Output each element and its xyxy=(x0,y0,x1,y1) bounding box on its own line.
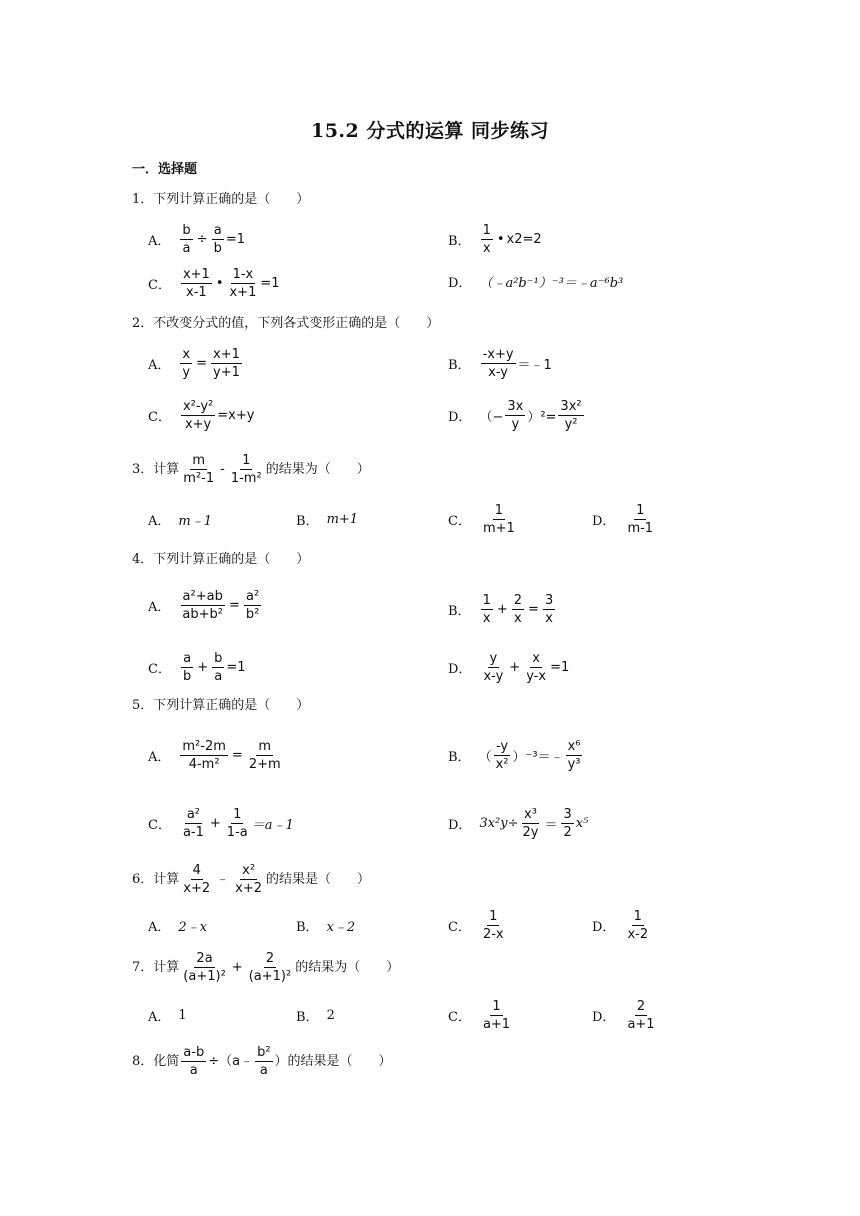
fraction: $\frac{\text{a²}}{a-1}$ xyxy=(182,807,204,840)
option-label: C． xyxy=(448,920,471,935)
fraction: $\frac{2}{\text{(a+1)²}}$ xyxy=(248,951,292,984)
fraction: $\frac{\text{b²}}{a}$ xyxy=(257,1045,271,1078)
q7-option-d[interactable] xyxy=(592,998,659,1033)
q1-option-b[interactable]: B． $\frac{1}{x}$ • x 2 =2 xyxy=(448,223,542,256)
fraction: $\frac{x}{y-x}$ xyxy=(526,651,547,684)
fraction: $\frac{4}{x+2}$ xyxy=(183,863,211,896)
q7-option-b[interactable]: B． 2 xyxy=(296,1008,335,1025)
question-2: 2．不改变分式的值，下列各式变形正确的是（ ） xyxy=(132,316,440,331)
fraction: $\frac{a-b}{a}$ xyxy=(183,1045,205,1078)
fraction: $\frac{a}{b}$ xyxy=(182,651,192,684)
fraction: $\frac{\text{3x²}}{\text{y²}}$ xyxy=(560,399,582,432)
q5-option-c[interactable]: C． $\frac{\text{a²}}{a-1}$ + $\frac{1}{1-a}$ ＝a﹣1 xyxy=(148,807,294,840)
option-label: D． xyxy=(448,410,472,425)
option-label: D． xyxy=(448,818,472,833)
option-label: A． xyxy=(148,750,171,765)
q2-option-b[interactable]: B． $\frac{-x+y}{x-y}$ ＝﹣1 xyxy=(448,347,552,380)
q3-option-a[interactable]: A． m﹣1 xyxy=(148,510,212,529)
q4-option-c[interactable]: C． $\frac{a}{b}$ + $\frac{b}{a}$ =1 xyxy=(148,651,246,684)
section-heading: 一．选择题 xyxy=(132,162,198,177)
fraction: $\frac{\text{m²-2m}}{\text{4-m²}}$ xyxy=(182,739,226,772)
fraction: $\frac{1}{x}$ xyxy=(482,593,491,626)
question-stem: 下列计算正确的是（ ） xyxy=(153,192,310,207)
q6-option-a[interactable]: A． 2﹣x xyxy=(148,916,207,935)
question-7: 7． 计算 $\frac{2a}{\text{(a+1)²}}$ + $\frac{2}{\text{(a+1)²}}$ 的结果为（ ） xyxy=(132,951,400,984)
option-label: B． xyxy=(448,750,471,765)
expression: （﹣a²b⁻¹）⁻³＝﹣a⁻⁶b³ xyxy=(479,276,624,291)
q5-option-d[interactable]: D． 3x²y÷ $\frac{\text{x³}}{2y}$ ＝ $\frac{3}{2}$ x⁵ xyxy=(448,807,589,840)
fraction: $\frac{\text{x²}}{x+2}$ xyxy=(235,863,263,896)
option-label: C． xyxy=(148,278,171,293)
fraction: $\frac{1}{x}$ xyxy=(482,223,491,256)
option-label: B． xyxy=(448,358,471,373)
q5-option-b[interactable]: B． （ $\frac{-y}{\text{x²}}$ ）⁻³＝﹣ $\frac{\text{x⁶}}{\text{y³}}$ xyxy=(448,739,581,772)
option-label: C． xyxy=(448,1010,471,1025)
q7-option-c[interactable] xyxy=(448,998,514,1033)
option-label: A． xyxy=(148,358,171,373)
option-label: D． xyxy=(448,662,472,677)
page-title: 15.2 分式的运算 同步练习 xyxy=(310,120,549,142)
fraction: $\frac{x}{y}$ xyxy=(182,347,191,380)
option-label: A． xyxy=(148,920,171,935)
fraction: $\frac{2a}{\text{(a+1)²}}$ xyxy=(183,951,226,984)
fraction: $\frac{-y}{\text{x²}}$ xyxy=(495,739,509,772)
fraction: $\frac{\text{x³}}{2y}$ xyxy=(522,807,539,840)
option-label: B． xyxy=(448,234,471,249)
q6-option-d[interactable] xyxy=(592,908,652,943)
q5-option-a[interactable]: A． $\frac{\text{m²-2m}}{\text{4-m²}}$ = $\frac{m}{2+m}$ xyxy=(148,739,281,772)
option-label: A． xyxy=(148,1010,171,1025)
option-label: C． xyxy=(148,410,171,425)
option-label: A． xyxy=(148,234,171,249)
q1-option-d[interactable] xyxy=(448,272,623,291)
fraction: $\frac{x+1}{y+1}$ xyxy=(213,347,240,380)
fraction: $\frac{m}{2+m}$ xyxy=(248,739,281,772)
question-1 xyxy=(132,190,309,210)
fraction: $\frac{3}{x}$ xyxy=(544,593,554,626)
option-label: C． xyxy=(148,818,171,833)
option-label: D． xyxy=(448,276,472,291)
q2-option-a[interactable]: A． $\frac{x}{y}$ = $\frac{x+1}{y+1}$ xyxy=(148,347,240,380)
q3-option-c[interactable] xyxy=(448,502,519,537)
q7-option-a[interactable]: A． 1 xyxy=(148,1008,187,1025)
q4-option-d[interactable]: D． $\frac{y}{x-y}$ + $\frac{x}{y-x}$ =1 xyxy=(448,651,570,684)
fraction: $\frac{1}{1-a}$ xyxy=(226,807,248,840)
fraction: $\frac{b}{a}$ xyxy=(182,223,191,256)
question-5: 5．下列计算正确的是（ ） xyxy=(132,698,310,713)
fraction: $\frac{1}{m-1}$ xyxy=(627,503,654,536)
option-label: B． xyxy=(296,514,319,529)
fraction: $\frac{\text{x⁶}}{\text{y³}}$ xyxy=(567,739,581,772)
option-label: A． xyxy=(148,600,171,615)
fraction: $\frac{1}{a+1}$ xyxy=(482,999,511,1032)
fraction: $\frac{b}{a}$ xyxy=(214,651,223,684)
fraction: $\frac{1}{2-x}$ xyxy=(482,909,504,942)
option-label: C． xyxy=(448,514,471,529)
question-6: 6． 计算 $\frac{4}{x+2}$ ﹣ $\frac{\text{x²}}{x+2}$ 的结果是（ ） xyxy=(132,863,371,896)
q6-option-b[interactable]: B． x﹣2 xyxy=(296,916,355,935)
fraction: $\frac{3}{2}$ xyxy=(563,807,572,840)
q3-option-d[interactable] xyxy=(592,502,657,537)
fraction: $\frac{1}{\text{1-m²}}$ xyxy=(230,453,262,486)
fraction: $\frac{1}{x-2}$ xyxy=(627,909,649,942)
q1-option-a[interactable]: A． $\frac{b}{a}$ ÷ $\frac{a}{b}$ =1 xyxy=(148,223,245,256)
fraction: $\frac{m}{\text{m²-1}}$ xyxy=(183,453,215,486)
fraction: $\frac{-x+y}{x-y}$ xyxy=(482,347,514,380)
question-3: 3． 计算 $\frac{m}{\text{m²-1}}$ - $\frac{1}{\text{1-m²}}$ 的结果为（ ） xyxy=(132,453,370,486)
option-label: B． xyxy=(296,920,319,935)
fraction: $\frac{y}{x-y}$ xyxy=(483,651,504,684)
fraction: $\frac{\text{a²}}{\text{b²}}$ xyxy=(245,589,260,622)
option-label: D． xyxy=(592,514,616,529)
option-label: B． xyxy=(448,604,471,619)
fraction: $\frac{3x}{y}$ xyxy=(507,399,524,432)
q3-option-b[interactable]: B． m+1 xyxy=(296,512,359,529)
q2-option-c[interactable]: C． $\frac{\text{x²-y²}}{x+y}$ =x+y xyxy=(148,399,255,432)
fraction: $\frac{a}{b}$ xyxy=(213,223,222,256)
option-label: C． xyxy=(148,662,171,677)
fraction: $\frac{1-x}{x+1}$ xyxy=(229,267,257,300)
fraction: $\frac{2}{a+1}$ xyxy=(627,999,655,1032)
option-label: B． xyxy=(296,1010,319,1025)
question-4: 4．下列计算正确的是（ ） xyxy=(132,552,310,567)
fraction: $\frac{1}{m+1}$ xyxy=(482,503,515,536)
q6-option-c[interactable] xyxy=(448,908,508,943)
question-stem: 不改变分式的值，下列各式变形正确的是（ ） xyxy=(153,316,440,331)
option-label: D． xyxy=(592,920,616,935)
q4-option-b[interactable]: B． $\frac{1}{x}$ + $\frac{2}{x}$ = $\frac{3}{x}$ xyxy=(448,593,554,626)
q4-option-a[interactable]: A． $\frac{\text{a²+ab}}{\text{ab+b²}}$ = $\frac{\text{a²}}{\text{b²}}$ xyxy=(148,589,260,622)
q1-option-c[interactable]: C． $\frac{x+1}{x-1}$ • $\frac{1-x}{x+1}$ =1 xyxy=(148,267,280,300)
question-8: 8． 化简 $\frac{a-b}{a}$ ÷（a﹣ $\frac{\text{b²}}{a}$ ）的结果是（ ） xyxy=(132,1045,392,1078)
fraction: $\frac{\text{x²-y²}}{x+y}$ xyxy=(182,399,214,432)
question-number: 1． xyxy=(132,192,154,207)
option-label: A． xyxy=(148,514,171,529)
fraction: $\frac{\text{a²+ab}}{\text{ab+b²}}$ xyxy=(182,589,223,622)
fraction: $\frac{2}{x}$ xyxy=(513,593,523,626)
option-label: D． xyxy=(592,1010,616,1025)
fraction: $\frac{x+1}{x-1}$ xyxy=(182,267,210,300)
q2-option-d[interactable]: D． （− $\frac{3x}{y}$ ）²= $\frac{\text{3x²}}{\text{y²}}$ xyxy=(448,399,582,432)
